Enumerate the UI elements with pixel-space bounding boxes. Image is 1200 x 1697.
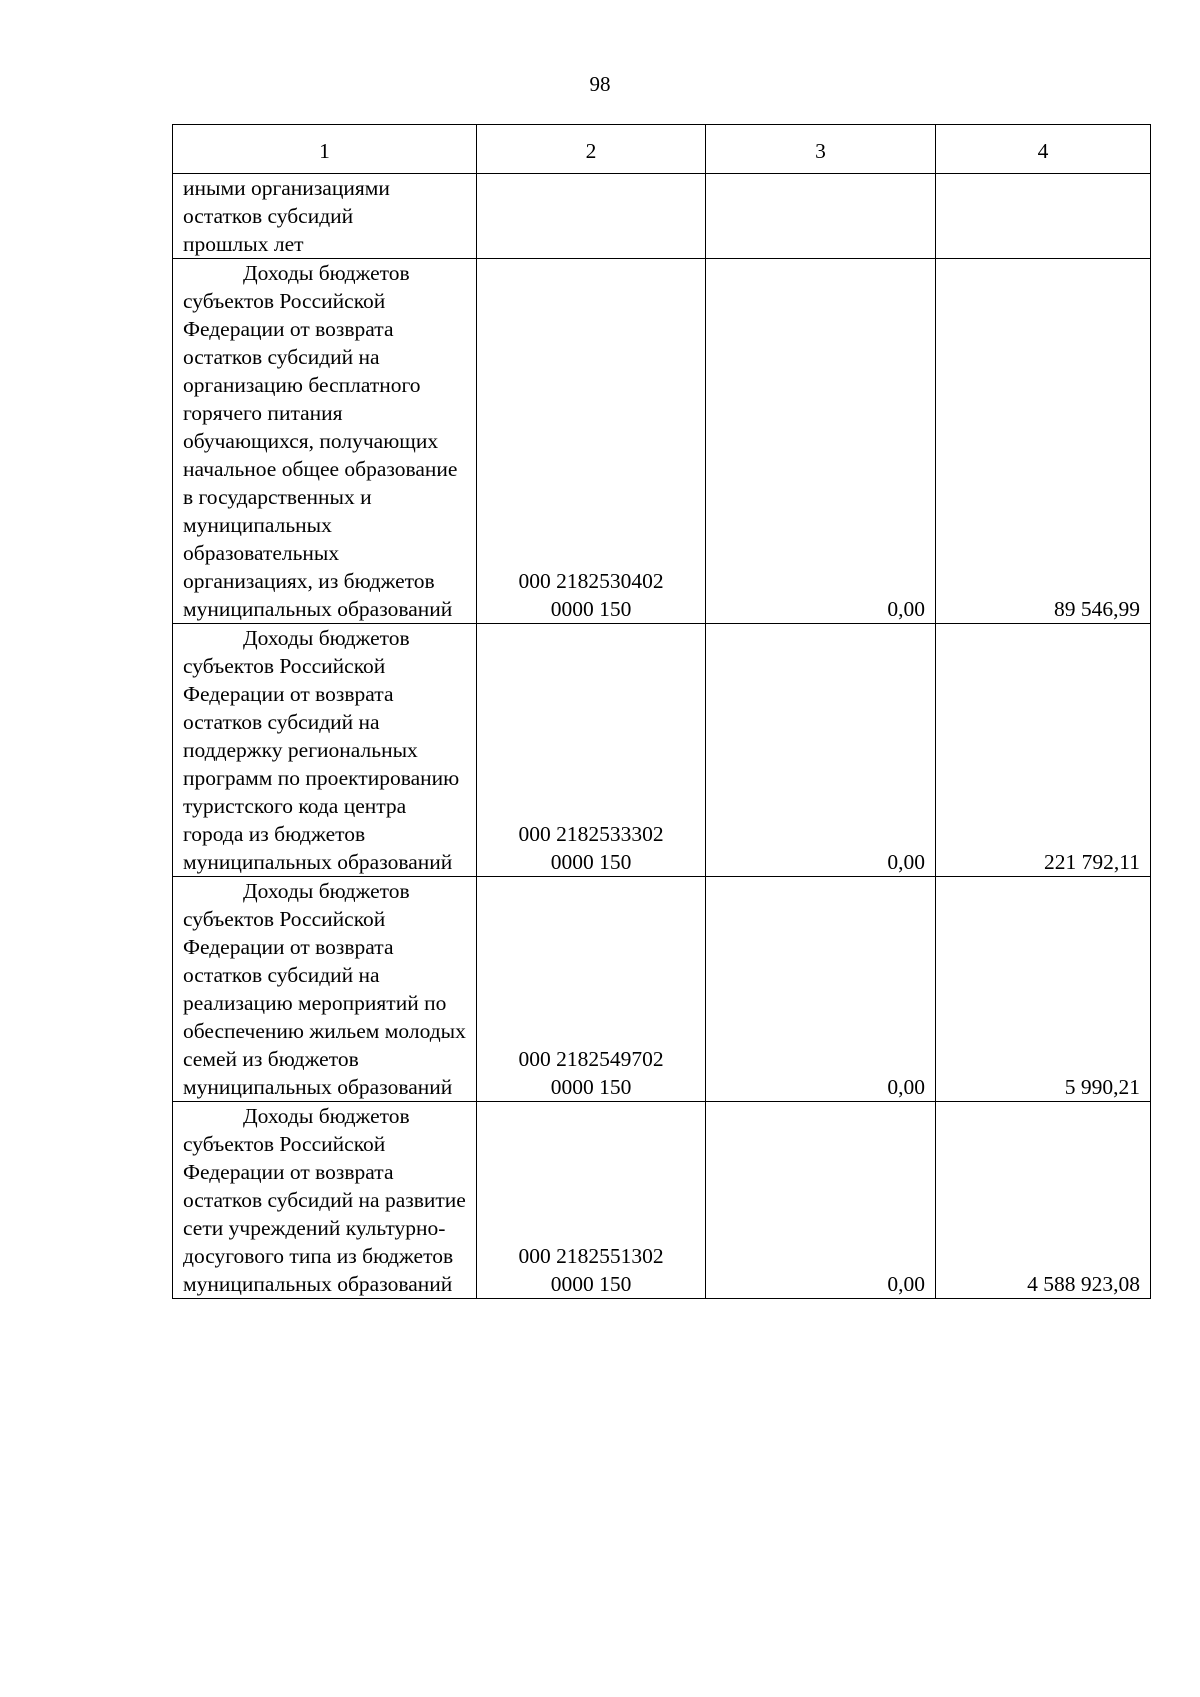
row-value-col4: 221 792,11 (936, 624, 1151, 877)
row-code-line-1: 000 2182549702 (518, 1047, 664, 1071)
row-code-line-2: 0000 150 (550, 597, 632, 621)
table-row (173, 259, 1151, 624)
column-header-1: 1 (173, 125, 477, 174)
row-value-col3: 0,00 (706, 877, 936, 1102)
row-value-col3: 0,00 (706, 259, 936, 624)
row-name-cell (173, 174, 477, 259)
column-header-4: 4 (936, 125, 1151, 174)
row-name-cell (173, 624, 477, 877)
row-code-line-2: 0000 150 (550, 1272, 632, 1296)
row-value-col4 (936, 174, 1151, 259)
row-code-cell (477, 624, 706, 877)
row-description: Доходы бюджетов субъектов Российской Федерации от возврата остатков субсидий на поддержку региональных программ по проектированию туристского кода центра города из бюджетов муниципальных образований (183, 626, 460, 874)
row-code-cell (477, 877, 706, 1102)
row-code-line-1: 000 2182533302 (518, 822, 664, 846)
row-value-col3: 0,00 (706, 1102, 936, 1299)
row-value-col3 (706, 174, 936, 259)
row-value-col4: 4 588 923,08 (936, 1102, 1151, 1299)
row-description: Доходы бюджетов субъектов Российской Федерации от возврата остатков субсидий на реализацию мероприятий по обеспечению жильем молодых семей из бюджетов муниципальных образований (183, 879, 466, 1099)
table-row (173, 877, 1151, 1102)
row-name-cell (173, 259, 477, 624)
row-description: Доходы бюджетов субъектов Российской Федерации от возврата остатков субсидий на развитие сети учреждений культурно-досугового типа из бюджетов муниципальных образований (183, 1104, 466, 1296)
row-code-line-1: 000 2182530402 (518, 569, 664, 593)
table-header-row (173, 125, 1151, 174)
row-code-cell (477, 259, 706, 624)
row-value-col3: 0,00 (706, 624, 936, 877)
row-description: иными организациями остатков субсидий прошлых лет (183, 176, 390, 256)
row-name-cell (173, 877, 477, 1102)
row-description: Доходы бюджетов субъектов Российской Федерации от возврата остатков субсидий на организацию бесплатного горячего питания обучающихся, получающих начальное общее образование в государственных и муниципальных образовательных организациях, из бюджетов муниципальных образований (183, 261, 458, 621)
row-name-cell (173, 1102, 477, 1299)
row-code-cell (477, 174, 706, 259)
table-row (173, 624, 1151, 877)
row-code-line-2: 0000 150 (550, 850, 632, 874)
table-row (173, 1102, 1151, 1299)
table-row (173, 174, 1151, 259)
row-value-col4: 5 990,21 (936, 877, 1151, 1102)
page-number: 98 (589, 72, 611, 96)
row-value-col4: 89 546,99 (936, 259, 1151, 624)
revenue-table (172, 124, 1151, 1299)
column-header-3: 3 (706, 125, 936, 174)
row-code-cell (477, 1102, 706, 1299)
column-header-2: 2 (477, 125, 706, 174)
row-code-line-1: 000 2182551302 (518, 1244, 664, 1268)
row-code-line-2: 0000 150 (550, 1075, 632, 1099)
